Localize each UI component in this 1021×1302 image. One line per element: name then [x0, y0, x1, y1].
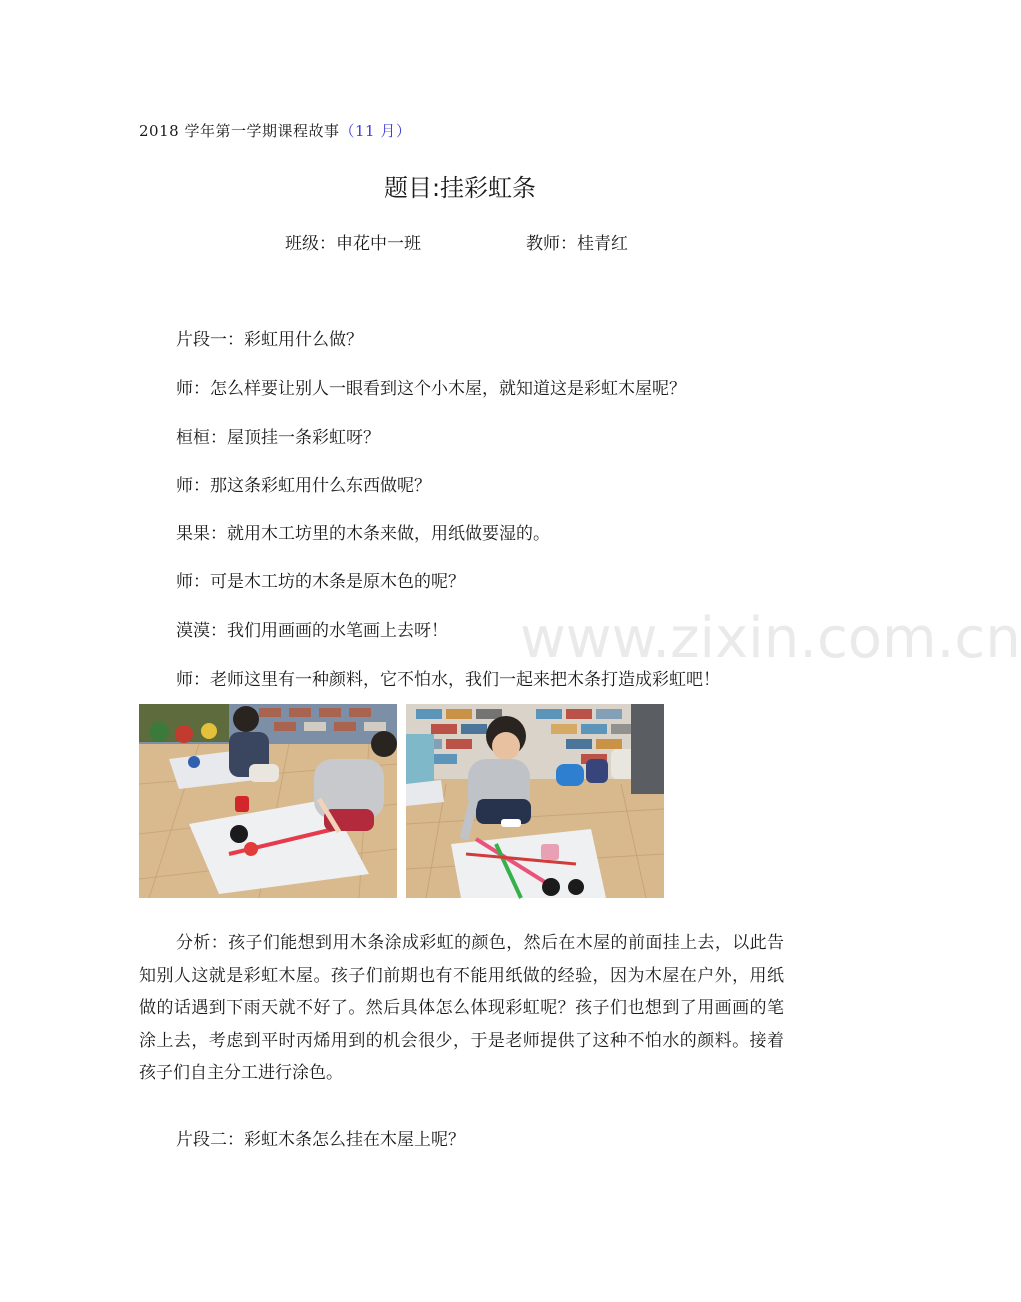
- paragraph: 桓桓：屋顶挂一条彩虹呀？: [176, 428, 380, 448]
- paragraph: 果果：就用木工坊里的木条来做，用纸做要湿的。: [176, 524, 550, 544]
- photo-children-painting-2: [406, 704, 664, 898]
- header-month: 11 月: [354, 122, 396, 140]
- teacher-info: 教师：桂青红: [526, 234, 628, 254]
- header-month-close: ）: [395, 122, 412, 140]
- photo-children-painting-1: [139, 704, 397, 898]
- analysis-paragraph: 分析：孩子们能想到用木条涂成彩虹的颜色，然后在木屋的前面挂上去，以此告知别人这就是彩虹木屋。孩子们前期也有不能用纸做的经验，因为木屋在户外，用纸做的话遇到下雨天就不好了。然后具体怎么体现彩虹呢？孩子们也想到了用画画的笔涂上去，考虑到平时丙烯用到的机会很少，于是老师提供了这种不怕水的颜料。接着孩子们自主分工进行涂色。: [139, 933, 784, 1083]
- class-info: 班级：申花中一班: [285, 234, 421, 254]
- section-two-heading: 片段二：彩虹木条怎么挂在木屋上呢？: [176, 1130, 465, 1150]
- header-line: [139, 120, 411, 141]
- paragraph: 漠漠：我们用画画的水笔画上去呀！: [176, 621, 448, 641]
- paragraph: 片段一：彩虹用什么做？: [176, 330, 363, 350]
- header-prefix: 2018 学年第一学期课程故事: [139, 122, 340, 140]
- paragraph: 师：老师这里有一种颜料，它不怕水，我们一起来把木条打造成彩虹吧！: [176, 670, 720, 690]
- paragraph: 师：怎么样要让别人一眼看到这个小木屋，就知道这是彩虹木屋呢？: [176, 379, 686, 399]
- header-month-open: （: [339, 122, 355, 140]
- paragraph: 师：可是木工坊的木条是原木色的呢？: [176, 572, 465, 592]
- page-title: 题目:挂彩虹条: [383, 174, 537, 202]
- paragraph: 师：那这条彩虹用什么东西做呢？: [176, 476, 431, 496]
- watermark: www.zixin.com.cn: [520, 606, 1021, 671]
